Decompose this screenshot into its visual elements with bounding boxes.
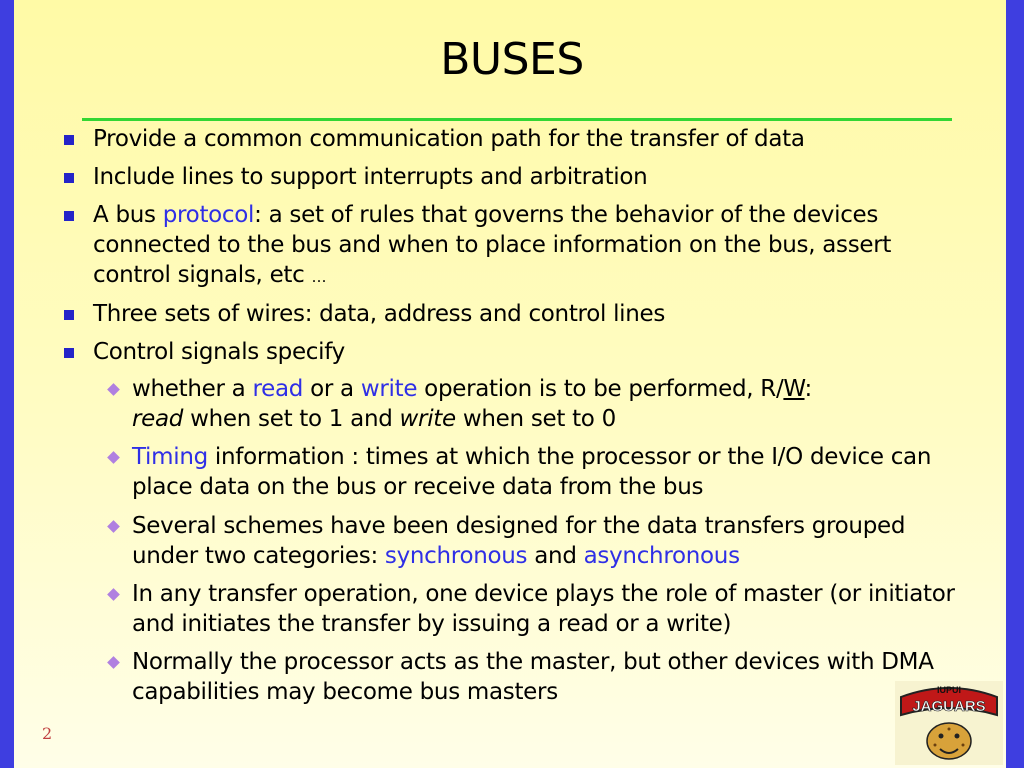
bullet-item: Three sets of wires: data, address and control lines	[93, 299, 973, 329]
highlight-term: protocol	[162, 202, 255, 228]
jaguars-logo	[895, 681, 1003, 765]
underlined-signal: W	[783, 376, 805, 402]
sub-bullet-item: Several schemes have been designed for the data transfers grouped under two categories: synchronous and asynchronous	[132, 511, 978, 571]
diamond-bullet-icon	[107, 656, 120, 669]
bullet-item: Provide a common communication path for the transfer of data	[93, 124, 973, 154]
title-underline-rule	[82, 118, 952, 121]
square-bullet-icon	[64, 135, 74, 145]
diamond-bullet-icon	[107, 451, 120, 464]
sub-bullet-item: In any transfer operation, one device plays the role of master (or initiator and initiates the transfer by issuing a read or a write)	[132, 579, 978, 639]
bullet-item: Control signals specify	[93, 337, 973, 367]
diamond-bullet-icon	[107, 588, 120, 601]
sub-bullet-item: Timing information : times at which the processor or the I/O device can place data on the bus or receive data from the bus	[132, 442, 978, 502]
diamond-bullet-icon	[107, 383, 120, 396]
svg-text:JAGUARS: JAGUARS	[912, 698, 986, 715]
bullet-item: A bus protocol: a set of rules that governs the behavior of the devices connected to the bus and when to place information on the bus, assert control signals, etc …	[93, 200, 973, 292]
highlight-term: Timing	[132, 444, 208, 470]
diamond-bullet-icon	[107, 520, 120, 533]
slide-title: BUSES	[440, 34, 584, 85]
highlight-term: read	[252, 376, 304, 402]
square-bullet-icon	[64, 211, 74, 221]
sub-bullet-item: whether a read or a write operation is to be performed, R/W: read when set to 1 and write when set to 0	[132, 374, 978, 434]
sub-bullet-item: Normally the processor acts as the master, but other devices with DMA capabilities may become bus masters	[132, 647, 978, 707]
right-accent-bar	[1006, 0, 1024, 768]
square-bullet-icon	[64, 173, 74, 183]
square-bullet-icon	[64, 310, 74, 320]
square-bullet-icon	[64, 348, 74, 358]
highlight-term: write	[360, 376, 418, 402]
page-number: 2	[42, 724, 53, 743]
svg-text:IUPUI: IUPUI	[936, 685, 962, 695]
bullet-item: Include lines to support interrupts and arbitration	[93, 162, 973, 192]
left-accent-bar	[0, 0, 14, 768]
ellipsis: …	[311, 268, 327, 286]
highlight-term: asynchronous	[583, 543, 740, 569]
highlight-term: synchronous	[384, 543, 528, 569]
